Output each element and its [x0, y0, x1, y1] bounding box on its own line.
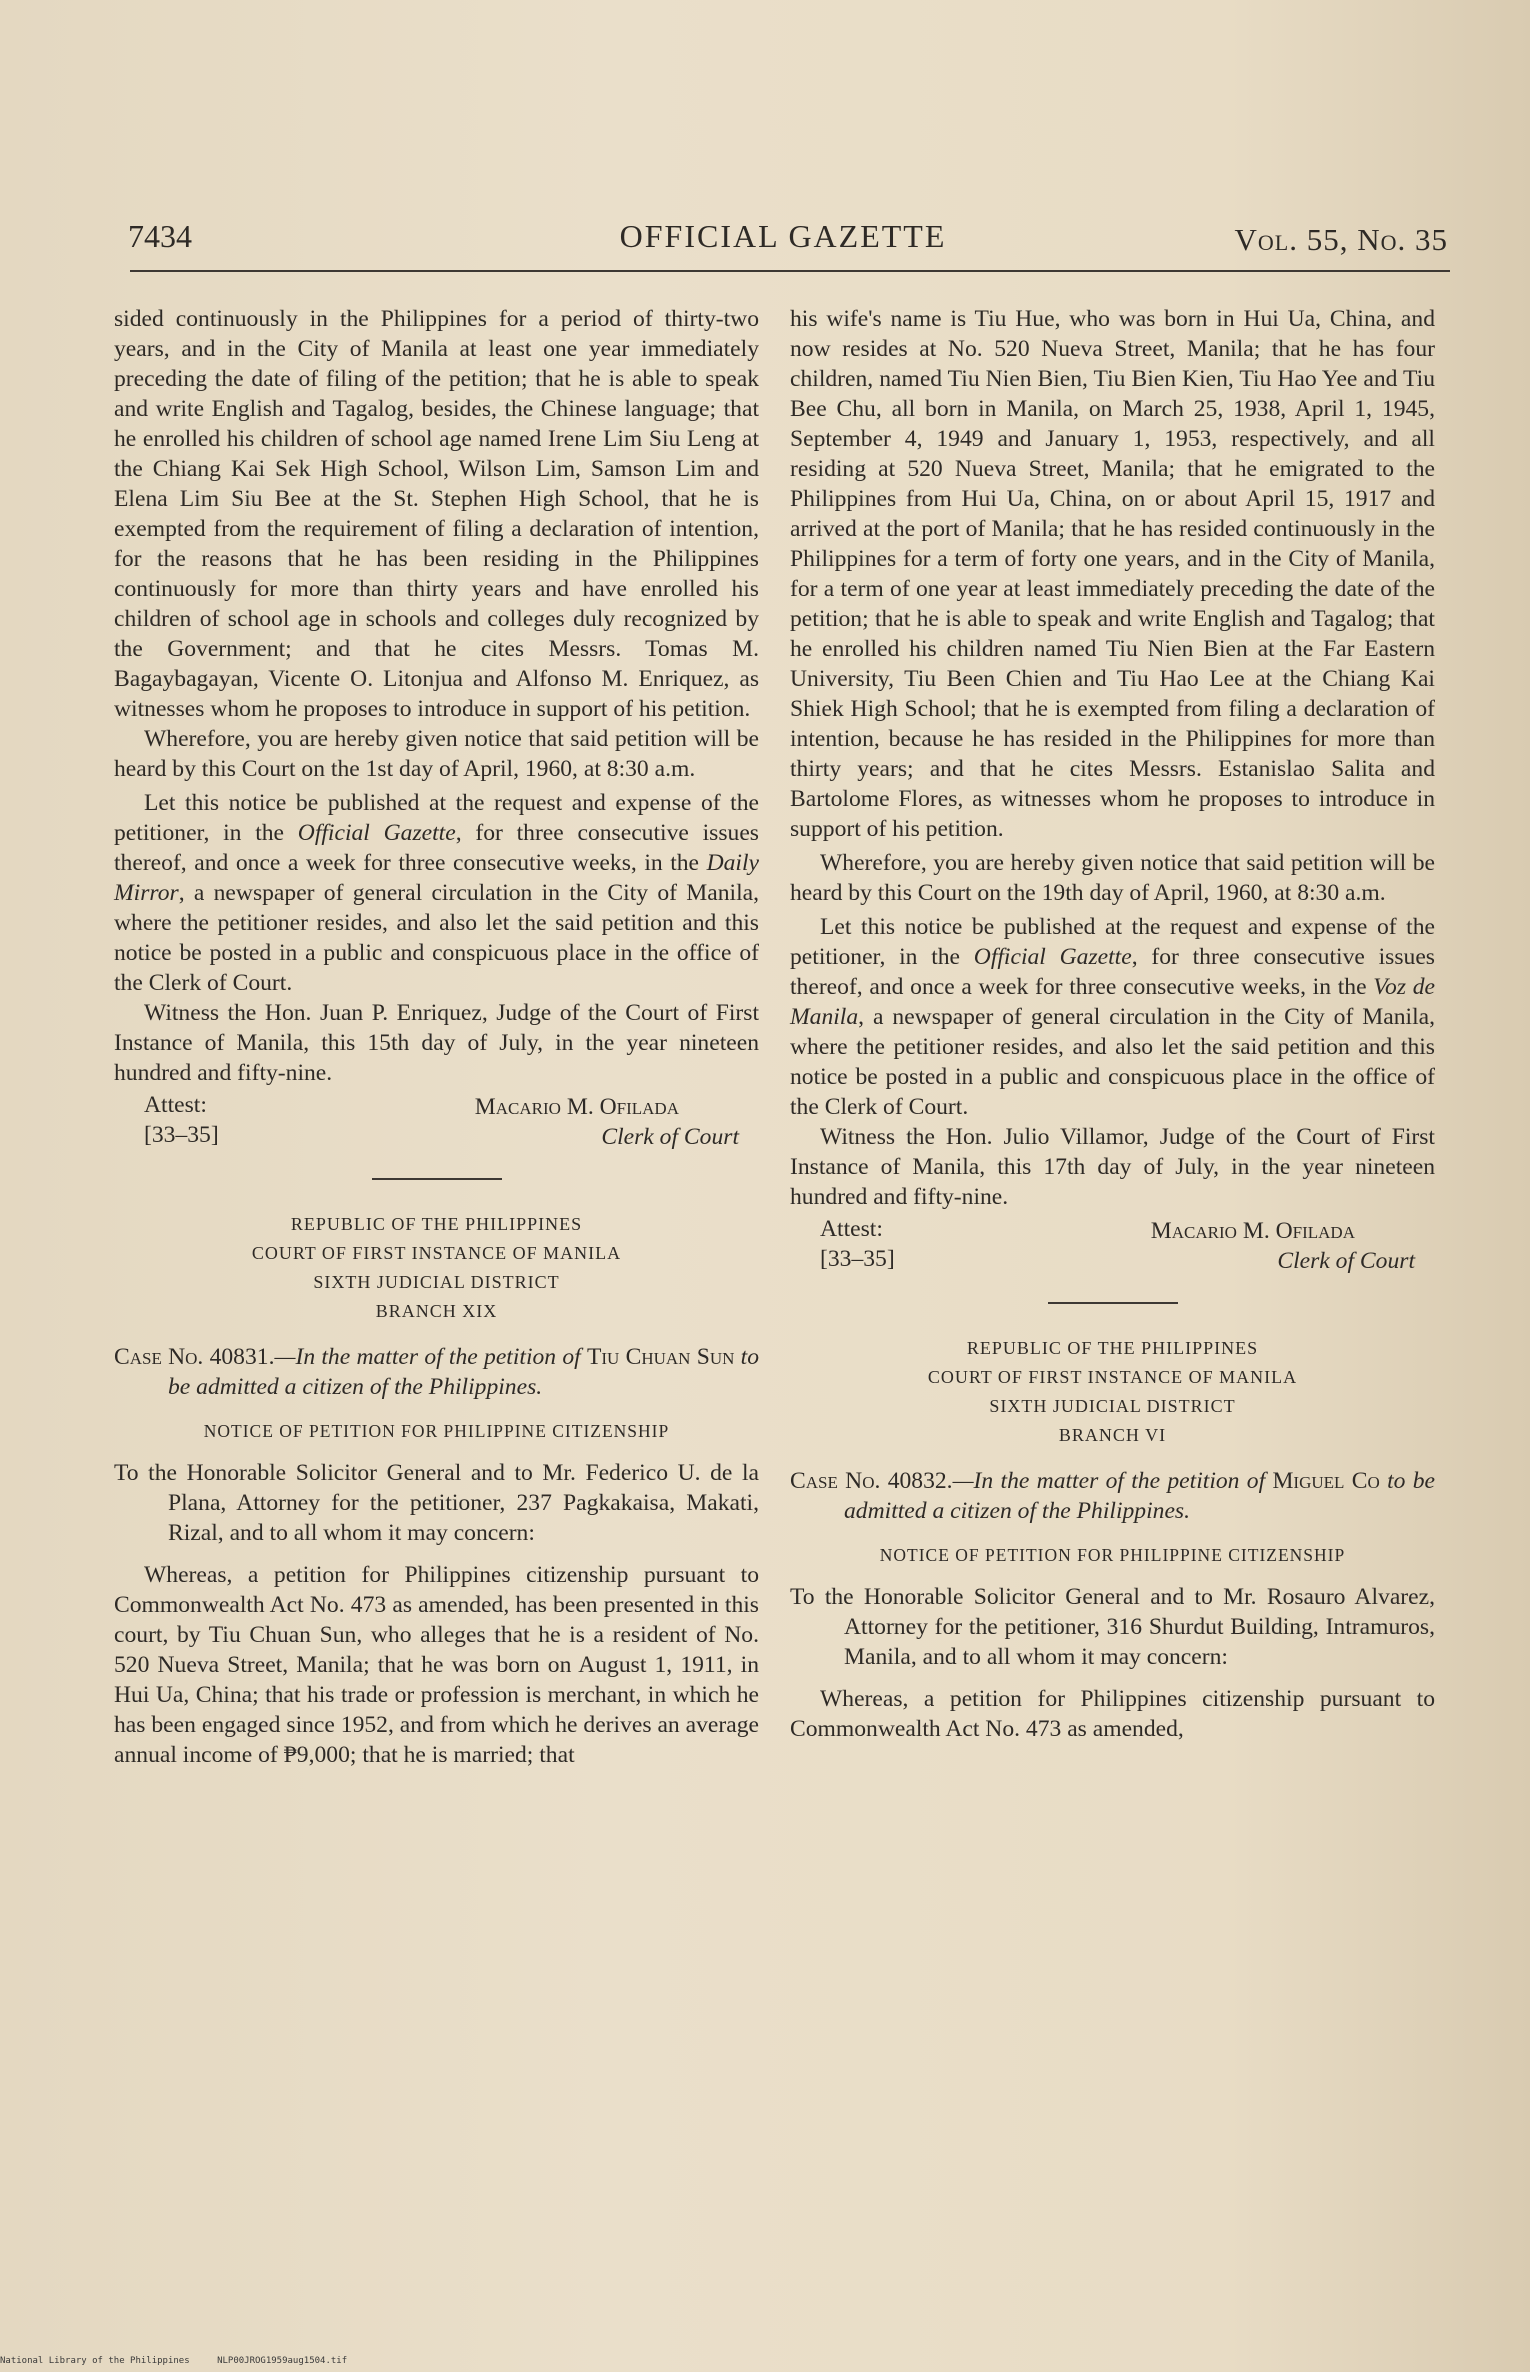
publication-title: OFFICIAL GAZETTE — [619, 218, 947, 254]
right-continuation-paragraph: his wife's name is Tiu Hue, who was born in Hui Ua, China, and now resides at No. 520 Nueva Street, Manila; that he has four children, named Tiu Nien Bien, Tiu Bien Kien, Tiu Hao Yee and Tiu Bee Chu, all born in Manila, on March 25, 1938, April 1, 1945, September 4, 1949 and January 1, 1953, respectively, and all residing at 520 Nueva Street, Manila; that he emigrated to the Philippines from Hui Ua, China, on or about April 15, 1917 and arrived at the port of Manila; that he has resided continuously in the Philippines for a term of forty one years, and in the City of Manila, for a term of one year at least immediately preceding the date of the petition; that he is able to speak and write English and Tagalog; that he enrolled his children named Tiu Nien Bien at the Far Eastern University, Tiu Been Chien and Tiu Hao Lee at the Chiang Kai Shiek High School; that he is exempted from filing a declaration of intention, because he has resided in the Philippines for more than thirty years; and that he cites Messrs. Estanislao Salita and Bartolome Flores, as witnesses whom he proposes to introduce in support of his petition. — [790, 306, 1435, 842]
court-caption: REPUBLIC OF THE PHILIPPINES COURT OF FIRST INSTANCE OF MANILA SIXTH JUDICIAL DISTRICT BRANCH XIX — [251, 1214, 622, 1321]
attest-label: Attest: — [820, 1216, 883, 1242]
left-attestation — [114, 1090, 759, 1152]
right-witness-paragraph: Witness the Hon. Julio Villamor, Judge of the Court of First Instance of Manila, this 17th day of July, in the year nineteen hundred and fifty-nine. — [790, 1124, 1435, 1210]
section-divider — [1048, 1302, 1178, 1304]
whereas-paragraph: Whereas, a petition for Philippines citizenship pursuant to Commonwealth Act No. 473 as amended, — [790, 1686, 1435, 1742]
signer-title: Clerk of Court — [601, 1124, 739, 1150]
addressee-paragraph: To the Honorable Solicitor General and to Mr. Federico U. de la Plana, Attorney for the petitioner, 237 Pagkakaisa, Makati, Rizal, and to all whom it may concern: — [114, 1460, 759, 1546]
whereas-paragraph: Whereas, a petition for Philippines citizenship pursuant to Commonwealth Act No. 473 as amended, has been presented in this court, by Tiu Chuan Sun, who alleges that he is a resident of No. 520 Nueva Street, Manila; that he was born on August 1, 1911, in Hui Ua, China; that his trade or profession is merchant, in which he has been engaged since 1952, and from which he derives an average annual income of ₱9,000; that he is married; that — [114, 1562, 759, 1768]
right-column — [790, 304, 1435, 1744]
notice-heading: NOTICE OF PETITION FOR PHILIPPINE CITIZENSHIP — [879, 1545, 1346, 1565]
signer-name: Macario M. Ofilada — [1150, 1218, 1355, 1244]
signer-title: Clerk of Court — [1277, 1248, 1415, 1274]
right-attestation — [790, 1214, 1435, 1276]
scan-footer — [0, 2356, 369, 2366]
attest-code: [33–35] — [144, 1122, 219, 1148]
attest-code: [33–35] — [820, 1246, 895, 1272]
addressee-paragraph: To the Honorable Solicitor General and to Mr. Rosauro Alvarez, Attorney for the petitioner, 316 Shurdut Building, Intramuros, Manila, and to all whom it may concern: — [790, 1584, 1435, 1670]
volume-number: Vol. 55, No. 35 — [1234, 222, 1448, 257]
header-rule — [130, 270, 1450, 272]
notice-heading: NOTICE OF PETITION FOR PHILIPPINE CITIZENSHIP — [203, 1421, 670, 1441]
right-publication-paragraph: Let this notice be published at the request and expense of the petitioner, in the Official Gazette, for three consecutive issues thereof, and once a week for three consecutive weeks, in the Voz de Manila, a newspaper of general circulation in the City of Manila, where the petitioner resides, and also let the said petition and this notice be posted in a public and conspicuous place in the office of the Clerk of Court. — [790, 914, 1435, 1120]
signer-name: Macario M. Ofilada — [474, 1094, 679, 1120]
right-hearing-paragraph: Wherefore, you are hereby given notice that said petition will be heard by this Court on the 19th day of April, 1960, at 8:30 a.m. — [790, 850, 1435, 906]
section-divider — [372, 1178, 502, 1180]
case-title: Case No. 40832.—In the matter of the petition of Miguel Co to be admitted a citizen of the Philippines. — [790, 1468, 1435, 1524]
left-continuation-paragraph: sided continuously in the Philippines for a period of thirty-two years, and in the City of Manila at least one year immediately preceding the date of filing of the petition; that he is able to speak and write English and Tagalog, besides, the Chinese language; that he enrolled his children of school age named Irene Lim Siu Leng at the Chiang Kai Sek High School, Wilson Lim, Samson Lim and Elena Lim Siu Bee at the St. Stephen High School, that he is exempted from the requirement of filing a declaration of intention, for the reasons that he has been residing in the Philippines continuously for more than thirty years and have enrolled his children of school age in schools and colleges duly recognized by the Government; and that he cites Messrs. Tomas M. Bagaybagayan, Vicente O. Litonjua and Alfonso M. Enriquez, as witnesses whom he proposes to introduce in support of his petition. — [114, 306, 759, 722]
left-witness-paragraph: Witness the Hon. Juan P. Enriquez, Judge of the Court of First Instance of Manila, this 15th day of July, in the year nineteen hundred and fifty-nine. — [114, 1000, 759, 1086]
left-publication-paragraph: Let this notice be published at the request and expense of the petitioner, in the Official Gazette, for three consecutive issues thereof, and once a week for three consecutive weeks, in the Daily Mirror, a newspaper of general circulation in the City of Manila, where the petitioner resides, and also let the said petition and this notice be posted in a public and conspicuous place in the office of the Clerk of Court. — [114, 790, 759, 996]
case-title: Case No. 40831.—In the matter of the petition of Tiu Chuan Sun to be admitted a citizen of the Philippines. — [114, 1344, 759, 1400]
library-credit: National Library of the Philippines — [0, 2356, 190, 2366]
page-header — [118, 218, 1448, 264]
left-hearing-paragraph: Wherefore, you are hereby given notice that said petition will be heard by this Court on the 1st day of April, 1960, at 8:30 a.m. — [114, 726, 759, 782]
page-number: 7434 — [128, 218, 192, 254]
scan-filename: NLP00JROG1959aug1504.tif — [217, 2356, 348, 2366]
attest-label: Attest: — [144, 1092, 207, 1118]
left-column — [114, 304, 759, 1770]
court-caption: REPUBLIC OF THE PHILIPPINES COURT OF FIRST INSTANCE OF MANILA SIXTH JUDICIAL DISTRICT BRANCH VI — [927, 1338, 1298, 1445]
